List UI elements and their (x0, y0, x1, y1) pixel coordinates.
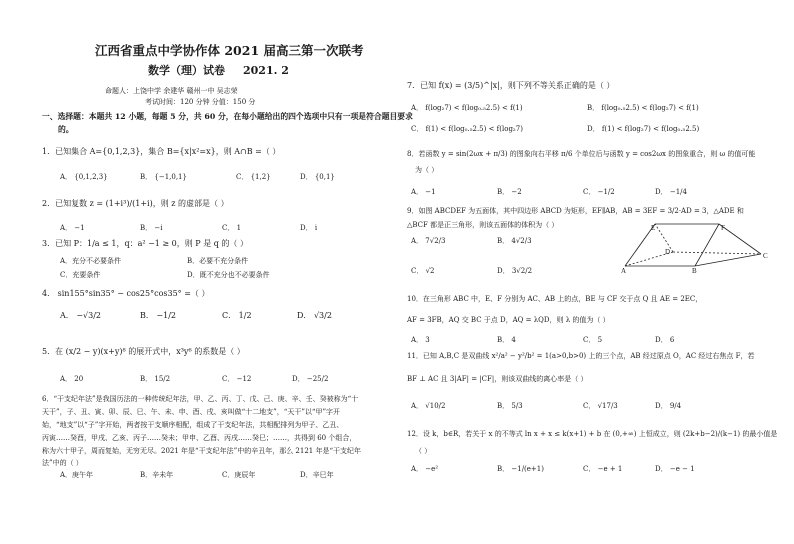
exam-date: 2021. 2 (243, 64, 289, 77)
q12-option-c: C． −e + 1 (583, 465, 623, 473)
q8-option-a: A． −1 (411, 188, 436, 196)
q12-option-b: B． −1/(e+1) (497, 465, 544, 473)
q6-text-line3: 始，“地支”以“子”字开始，两者按干支顺序相配，组成了干支纪年法，共相配排列为甲子、乙丑、 (42, 421, 344, 429)
q12-option-a: A． −e² (411, 465, 439, 473)
q4-option-b: B． −1/2 (140, 311, 176, 320)
q6-option-b: B．辛未年 (140, 471, 174, 479)
q4-option-d: D． √3/2 (297, 311, 332, 320)
q6-option-d: D．辛巳年 (300, 471, 334, 479)
q8-text-line1: 8．若函数 y = sin(2ωx + π/3) 的图象向右平移 π/6 个单位后与函数 y = cos2ωx 的图象重合，则 ω 的值可能 (407, 150, 756, 158)
q2-option-c: C． 1 (222, 224, 242, 232)
label-c: C (763, 252, 768, 260)
right-column (397, 0, 794, 544)
q10-option-a: A． 3 (411, 336, 430, 344)
q7-option-c: C． f(1) < f(log₀.₅2.5) < f(log₂7) (411, 125, 523, 133)
label-e: E (651, 224, 656, 232)
q8-option-b: B． −2 (497, 188, 522, 196)
q11-option-a: A． √10/2 (411, 402, 446, 410)
q6-text-line1: 6．“干支纪年法”是我国历法的一种传统纪年法，甲、乙、丙、丁、戊、己、庚、辛、壬、癸被称为“十 (42, 395, 359, 403)
q3-option-a: A．充分不必要条件 (60, 257, 122, 265)
q2-option-a: A． −1 (60, 224, 85, 232)
pentahedron-figure (621, 222, 773, 274)
label-a: A (621, 267, 627, 274)
q1-option-b: B． {−1,0,1} (140, 173, 187, 181)
q9-option-a: A． 7√2/3 (411, 237, 446, 245)
label-d: D (665, 248, 671, 256)
q9-option-d: D． 3√2/2 (497, 267, 533, 275)
q11-text-line2: BF ⊥ AC 且 3|AF| = |CF|，则该双曲线的离心率是（ ） (407, 375, 588, 383)
q11-option-b: B． 5/3 (497, 402, 523, 410)
q1-option-c: C． {1,2} (236, 173, 271, 181)
q8-text-line2: 为（ ） (415, 166, 439, 174)
q2-option-b: B． −i (140, 224, 163, 232)
q9-text-line1: 9．如图 ABCDEF 为五面体，其中四边形 ABCD 为矩形，EF∥AB，AB = 3EF = 3/2·AD = 3，△ADE 和 (407, 207, 744, 215)
q11-option-d: D． 9/4 (655, 402, 682, 410)
q4-option-a: A． −√3/2 (60, 311, 101, 320)
q12-option-d: D． −e − 1 (655, 465, 695, 473)
q5-stem: 5．在 (x/2 − y)(x+y)⁸ 的展开式中，x³y⁶ 的系数是（ ） (42, 347, 245, 356)
q10-option-c: C． 5 (583, 336, 603, 344)
edge-de (655, 224, 673, 252)
q3-stem: 3．已知 P：1/a ≤ 1，q：a² −1 ≥ 0，则 P 是 q 的（ ） (42, 239, 248, 248)
label-f: F (721, 224, 725, 232)
q2-stem: 2．已知复数 z = (1+i³)/(1+i)，则 z 的虚部是（ ） (42, 199, 229, 208)
q5-option-d: D． −25/2 (292, 375, 329, 383)
section-heading: 一、选择题：本题共 12 小题，每题 5 分，共 60 分，在每小题给出的四个选项中只有一项是符合题目要求 (42, 112, 413, 121)
q12-text-line1: 12．设 k，b∈R，若关于 x 的不等式 ln x + x ≤ k(x+1) + b 在 (0,+∞) 上恒成立，则 (2k+b−2)/(k−1) 的最小值是 (407, 430, 778, 438)
q7-option-d: D． f(1) < f(log₂7) < f(log₀.₅2.5) (587, 125, 700, 133)
exam-subject: 数学（理）试卷 (148, 64, 225, 77)
q10-option-d: D． 6 (655, 336, 675, 344)
edge-bf (695, 224, 719, 266)
q5-option-b: B． 15/2 (140, 375, 171, 383)
exam-authors: 命题人：上饶中学 余建华 赣州一中 吴志荣 (105, 87, 238, 95)
q7-stem: 7．已知 f(x) = (3/5)^|x|，则下列不等关系正确的是（ ） (407, 81, 615, 90)
q6-text-line2: 天干”，子、丑、寅、卯、辰、巳、午、未、申、酉、戌、亥叫做“十二地支”，“天干”以“甲”字开 (42, 408, 341, 416)
q2-option-d: D． i (300, 224, 318, 232)
q3-option-c: C．充要条件 (60, 271, 101, 279)
q10-text-line2: AF = 3FB，AQ 交 BC 于点 D，AQ = λQD，则 λ 的值为（ ） (407, 316, 610, 324)
q3-option-d: D．既不充分也不必要条件 (187, 271, 270, 279)
q7-option-b: B． f(log₀.₅2.5) < f(log₂7) < f(1) (587, 104, 699, 112)
q4-stem: 4． sin155°sin35° − cos25°cos35° =（ ） (42, 289, 210, 298)
q6-option-c: C．庚辰年 (222, 471, 256, 479)
q11-option-c: C． √17/3 (583, 402, 618, 410)
q1-option-d: D． {0,1} (300, 173, 335, 181)
exam-title: 江西省重点中学协作体 2021 届高三第一次联考 (95, 43, 364, 58)
q9-text-line2: △BCF 都是正三角形，则该五面体的体积为（ ） (407, 221, 559, 229)
label-b: B (692, 267, 697, 274)
q4-option-c: C． 1/2 (222, 311, 252, 320)
q9-option-c: C． √2 (411, 267, 435, 275)
q5-option-a: A． 20 (60, 375, 84, 383)
q6-text-line5: 称为六十甲子，周而复始，无穷无尽。2021 年是“干支纪年法”中的辛丑年，那么 2121 年是“干支纪年 (42, 447, 362, 455)
q10-option-b: B． 4 (497, 336, 516, 344)
q6-text-line6: 法”中的（ ） (42, 459, 83, 467)
edge-bc (695, 254, 761, 266)
q10-text-line1: 10．在三角形 ABC 中，E、F 分别为 AC、AB 上的点，BE 与 CF 交于点 Q 且 AE = 2EC， (407, 295, 703, 303)
q8-option-d: D． −1/4 (655, 188, 687, 196)
q3-option-b: B．必要不充分条件 (187, 257, 249, 265)
q11-text-line1: 11．已知 A,B,C 是双曲线 x²/a² − y²/b² = 1(a>0,b>0) 上的三个点，AB 经过原点 O，AC 经过右焦点 F，若 (407, 352, 755, 360)
q7-option-a: A． f(log₂7) < f(log₀.₅2.5) < f(1) (411, 104, 523, 112)
q12-text-line2: （ ） (415, 447, 432, 455)
q8-option-c: C． −1/2 (583, 188, 615, 196)
q5-option-c: C． −12 (222, 375, 252, 383)
exam-time: 考试时间：120 分钟 分值：150 分 (145, 98, 256, 106)
edge-cf (719, 224, 761, 254)
edge-dc (673, 252, 761, 254)
q1-stem: 1．已知集合 A={0,1,2,3}，集合 B={x|x²=x}，则 A∩B =（ ） (42, 147, 281, 156)
q6-text-line4: 丙寅……癸酉，甲戌、乙亥、丙子……癸未；甲申、乙酉、丙戌……癸巳；……，共得到 60 个组合， (42, 434, 357, 442)
q9-option-b: B． 4√2/3 (497, 237, 532, 245)
section-heading-cont: 的。 (58, 125, 74, 134)
q6-option-a: A．庚午年 (60, 471, 94, 479)
q1-option-a: A． {0,1,2,3} (60, 173, 108, 181)
